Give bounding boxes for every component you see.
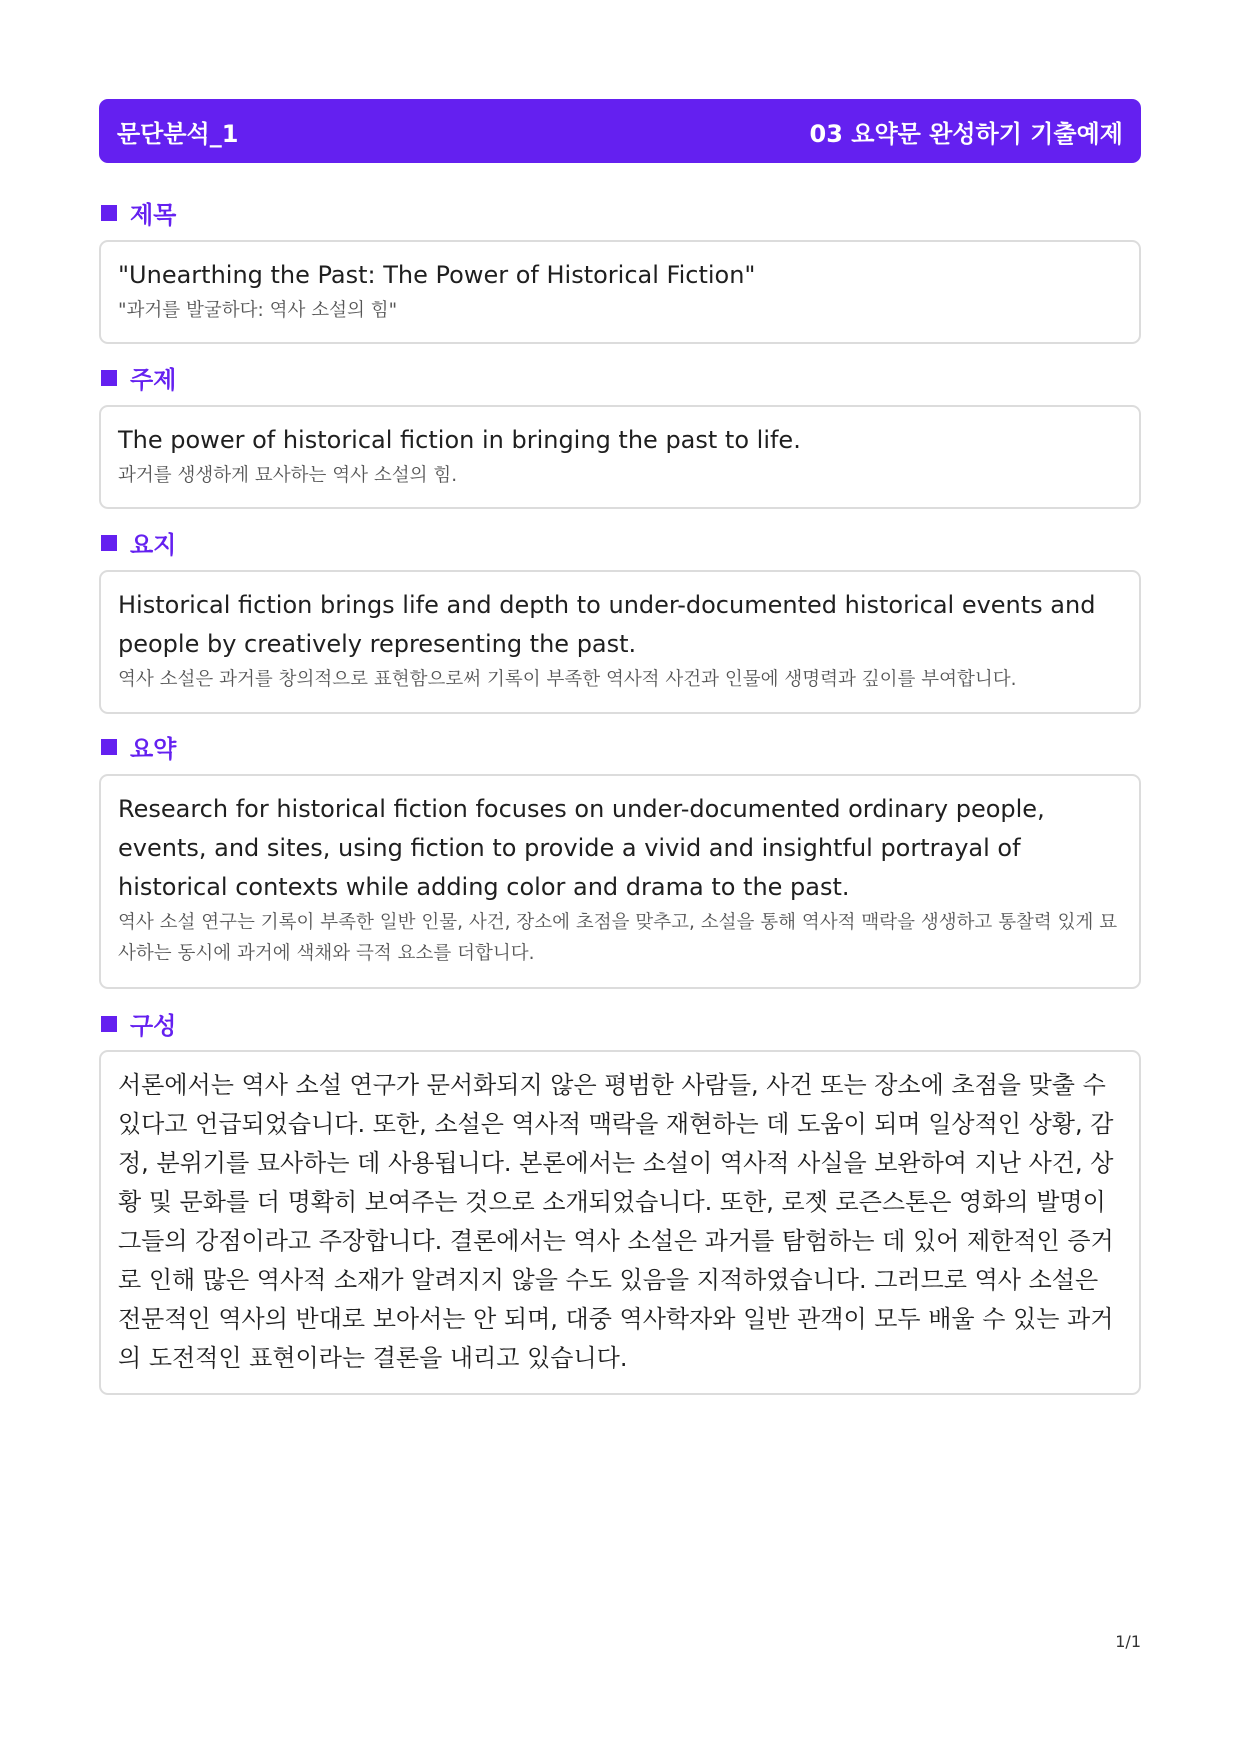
section-heading-structure <box>101 1006 176 1041</box>
gist-korean: 역사 소설은 과거를 창의적으로 표현함으로써 기록이 부족한 역사적 사건과 인물에 생명력과 깊이를 부여합니다. <box>118 669 1017 690</box>
title-box <box>99 240 1141 344</box>
gist-box <box>99 570 1141 714</box>
summary-english: Research for historical fiction focuses on under-documented ordinary people, events, and sites, using fiction to provide a vivid and insightful portrayal of historical contexts while adding color and drama to the past. <box>118 795 1045 901</box>
gist-english: Historical fiction brings life and depth to under-documented historical events and people by creatively representing the past. <box>118 591 1096 658</box>
square-bullet-icon <box>101 1016 117 1032</box>
section-heading-label: 요지 <box>130 531 177 559</box>
section-heading-title <box>101 195 176 230</box>
topic-korean: 과거를 생생하게 묘사하는 역사 소설의 힘. <box>118 465 458 486</box>
header-title: 문단분석_1 <box>117 119 239 148</box>
section-heading-topic <box>101 360 176 395</box>
header-bar <box>99 99 1141 163</box>
summary-box <box>99 774 1141 989</box>
section-heading-label: 요약 <box>130 735 177 763</box>
header-subtitle: 03 요약문 완성하기 기출예제 <box>809 119 1123 148</box>
section-heading-gist <box>101 525 176 560</box>
title-korean: "과거를 발굴하다: 역사 소설의 힘" <box>118 300 398 321</box>
section-heading-label: 제목 <box>130 201 177 229</box>
square-bullet-icon <box>101 535 117 551</box>
structure-body: 서론에서는 역사 소설 연구가 문서화되지 않은 평범한 사람들, 사건 또는 장소에 초점을 맞출 수 있다고 언급되었습니다. 또한, 소설은 역사적 맥락을 재현하는 데 도움이 되며 일상적인 상황, 감정, 분위기를 묘사하는 데 사용됩니다. 본론에서는 소설이 역사적 사실을 보완하여 지난 사건, 상황 및 문화를 더 명확히 보여주는 것으로 소개되었습니다. 또한, 로젯 로즌스톤은 영화의 발명이 그들의 강점이라고 주장합니다. 결론에서는 역사 소설은 과거를 탐험하는 데 있어 제한적인 증거로 인해 많은 역사적 소재가 알려지지 않을 수도 있음을 지적하였습니다. 그러므로 역사 소설은 전문적인 역사의 반대로 보아서는 안 되며, 대중 역사학자와 일반 관객이 모두 배울 수 있는 과거의 도전적인 표현이라는 결론을 내리고 있습니다. <box>118 1071 1114 1372</box>
topic-english: The power of historical fiction in bringing the past to life. <box>118 426 801 454</box>
square-bullet-icon <box>101 739 117 755</box>
section-heading-label: 구성 <box>130 1012 177 1040</box>
square-bullet-icon <box>101 370 117 386</box>
square-bullet-icon <box>101 205 117 221</box>
section-heading-label: 주제 <box>130 366 177 394</box>
summary-korean: 역사 소설 연구는 기록이 부족한 일반 인물, 사건, 장소에 초점을 맞추고, 소설을 통해 역사적 맥락을 생생하고 통찰력 있게 묘사하는 동시에 과거에 색채와 극적 요소를 더합니다. <box>118 912 1118 964</box>
title-english: "Unearthing the Past: The Power of Historical Fiction" <box>118 261 756 289</box>
topic-box <box>99 405 1141 509</box>
section-heading-summary <box>101 729 176 764</box>
page-number: 1/1 <box>1115 1632 1141 1651</box>
structure-box <box>99 1050 1141 1395</box>
